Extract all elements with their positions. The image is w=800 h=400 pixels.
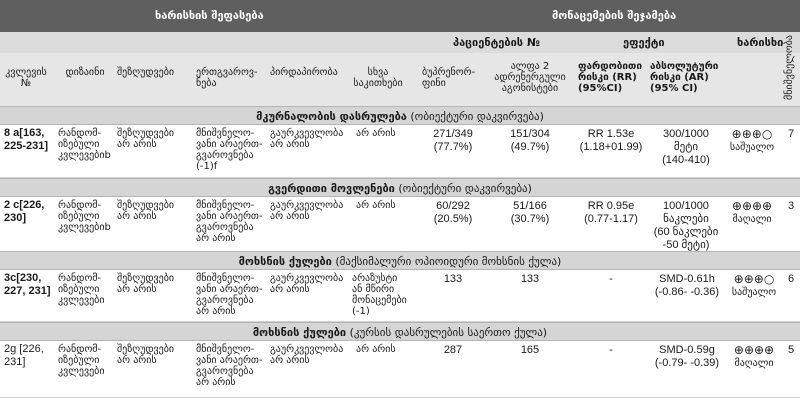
section-header	[0, 322, 800, 341]
cell-limitations: შეზღუდვები არ არის	[117, 273, 175, 295]
table-row	[0, 125, 800, 178]
section-header	[0, 178, 800, 197]
cell-inconsistency: მნიშვნელო- ვანი არაერთ- გვაროვნება (-1)f	[196, 128, 263, 172]
col-indirectness: პირდაპირობა	[270, 67, 338, 78]
header-group-band	[0, 32, 800, 53]
cell-limitations: შეზღუდვები არ არის	[117, 200, 175, 222]
col-relative: ფარდობითი რისკი (RR) (95%CI)	[578, 61, 642, 94]
cell-bupre: 287	[443, 344, 463, 356]
cell-indirectness: გაურკვევლობა არ არის	[270, 128, 344, 150]
cell-relative: -	[609, 344, 613, 356]
section-title: მკურნალობის დასრულება	[256, 110, 407, 123]
cell-inconsistency: მნიშვნელო- ვანი არაერთ- გვაროვნება არ არის	[196, 200, 263, 244]
table-row	[0, 197, 800, 254]
cell-relative: RR 0.95e (0.77-1.17)	[584, 200, 638, 225]
cell-relative: -	[609, 273, 613, 285]
cell-importance: 3	[788, 200, 795, 212]
quality-text: საშუალო	[729, 142, 775, 153]
col-inconsistency: ერთგვაროვ- ნება	[196, 67, 258, 89]
section-subtitle: (მაქსიმალური ოპიოიდური მოხსნის ქულა)	[335, 255, 562, 268]
quality-symbols: ⊕⊕⊕⊕	[733, 343, 775, 357]
cell-absolute: 100/1000 ნაკლები (60 ნაკლები -50 მეტი)	[653, 200, 719, 251]
cell-design: რანდომ- იზებული კვლევებიb	[58, 200, 111, 233]
cell-bupre: 60/292 (20.5%)	[433, 200, 473, 225]
importance-label: მნიშვნელობა	[784, 35, 795, 100]
section-title: მოხსნის ქულები	[252, 326, 347, 339]
cell-indirectness: გაურკვევლობა არ არის	[270, 200, 344, 222]
quality-symbols: ⊕⊕⊕○	[731, 127, 773, 141]
col-absolute: აბსოლუტური რისკი (AR) (95% CI)	[650, 61, 719, 94]
cell-alpha2: 165	[520, 344, 540, 356]
col-studies: კვლევის №	[5, 67, 47, 89]
column-header-band	[0, 53, 800, 106]
cell-alpha2: 151/304 (49.7%)	[510, 128, 550, 153]
cell-other: არ არის	[356, 128, 396, 139]
col-importance	[780, 35, 800, 104]
effect-label: ეფექტი	[623, 36, 665, 49]
col-alpha2: ალფა 2 ადრენერგული აგონისტები	[494, 61, 566, 94]
quality-symbols: ⊕⊕⊕⊕	[731, 199, 773, 213]
section-subtitle: (ობიექტური დაკვირვება)	[398, 182, 532, 195]
cell-inconsistency: მნიშვნელო- ვანი არაერთ- გვაროვნება არ არის	[196, 273, 263, 317]
cell-inconsistency: მნიშვნელო- ვანი არაერთ- გვაროვნება არ არის	[196, 344, 263, 388]
table-row	[0, 270, 800, 322]
cell-alpha2: 51/166 (30.7%)	[510, 200, 550, 225]
cell-other: არაზუსტი ან მწირი მონაცემები (-1)	[352, 273, 407, 317]
cell-studies: 8 a[163, 225-231]	[4, 127, 49, 152]
cell-absolute: 300/1000 მეტი (140-410)	[662, 128, 710, 166]
cell-studies: 2 c[226, 230]	[4, 199, 45, 224]
cell-studies: 3c[230, 227, 231]	[4, 272, 51, 297]
quality-text: მაღალი	[732, 214, 772, 225]
quality-label: ხარისხი	[737, 36, 784, 49]
col-bupre: ბუპრენორ- ფინი	[422, 67, 476, 89]
cell-design: რანდომ- იზებული კვლევები	[58, 273, 105, 306]
patients-label: პაციენტების №	[453, 36, 541, 49]
quality-assessment-title: ხარისხის შეფასება	[155, 9, 264, 22]
section-title: მოხსნის ქულები	[238, 255, 332, 268]
cell-alpha2: 133	[520, 273, 540, 285]
cell-importance: 7	[788, 128, 795, 140]
cell-other: არ არის	[356, 344, 396, 355]
cell-absolute: SMD-0.59g (-0.79- -0.39)	[654, 344, 720, 369]
quality-text: მაღალი	[734, 358, 774, 369]
cell-importance: 6	[788, 273, 795, 285]
cell-indirectness: გაურკვევლობა არ არის	[270, 273, 344, 295]
cell-bupre: 271/349 (77.7%)	[433, 128, 473, 153]
cell-importance: 5	[788, 344, 795, 356]
cell-bupre: 133	[443, 273, 463, 285]
col-limitations: შეზღუდვები	[117, 67, 175, 78]
col-other: სხვა საკითხები	[353, 67, 403, 89]
table-row	[0, 341, 800, 398]
cell-studies: 2g [226, 231]	[4, 343, 44, 368]
cell-indirectness: გაურკვევლობა არ არის	[270, 344, 344, 366]
section-header	[0, 251, 800, 270]
cell-design: რანდომ- იზებული კვლევებიb	[58, 128, 111, 161]
quality-symbols: ⊕⊕⊕○	[733, 272, 775, 286]
col-design: დიზაინი	[65, 67, 105, 78]
section-subtitle: (კურსის დასრულების საერთო ქულა)	[349, 326, 548, 339]
cell-relative: RR 1.53e (1.18+01.99)	[579, 128, 643, 153]
section-header	[0, 106, 800, 125]
header-title-band	[0, 0, 800, 32]
section-title: გვერდითი მოვლენები	[268, 182, 395, 195]
quality-text: საშუალო	[731, 287, 777, 298]
cell-limitations: შეზღუდვები არ არის	[117, 128, 175, 150]
summary-of-findings-title: მონაცემების შეჯამება	[552, 9, 677, 22]
section-subtitle: (ობიექტური დაკვირვება)	[410, 110, 544, 123]
cell-design: რანდომ- იზებული კვლევები	[58, 344, 105, 377]
cell-limitations: შეზღუდვები არ არის	[117, 344, 175, 366]
cell-other: არ არის	[356, 200, 396, 211]
cell-absolute: SMD-0.61h (-0.86- -0.36)	[654, 273, 720, 298]
